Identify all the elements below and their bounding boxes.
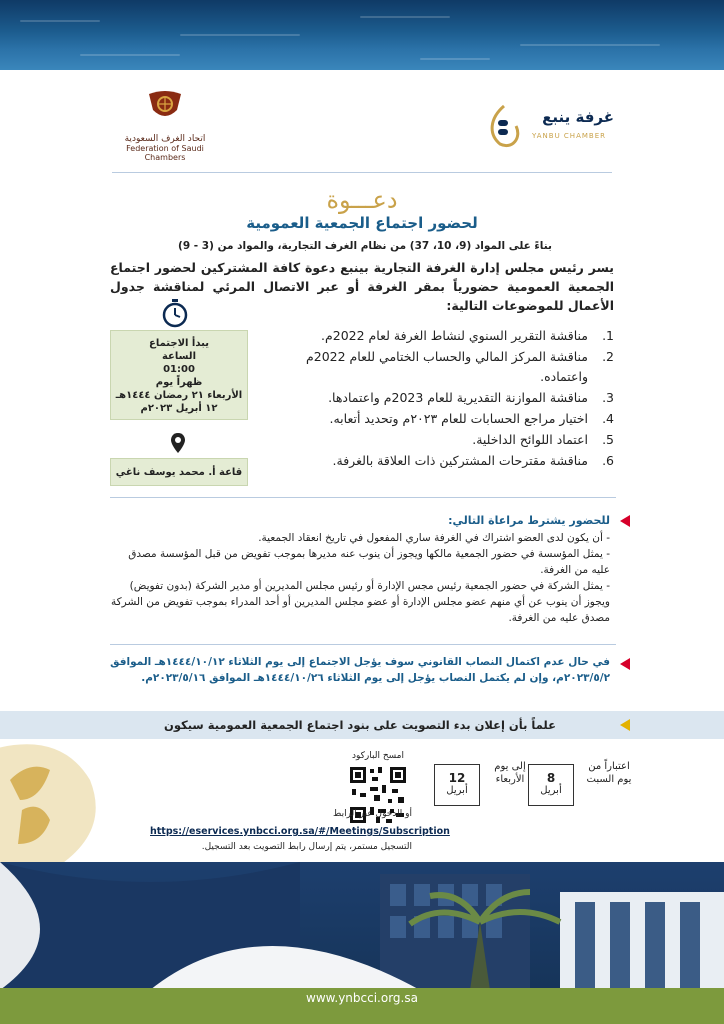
- to-month: أبريل: [446, 785, 468, 796]
- from-label: اعتباراً من يوم السبت: [586, 761, 632, 785]
- to-day: 12: [448, 771, 466, 785]
- legal-basis: بناءً على المواد (9، 10، 37) من نظام الغرف التجارية، والمواد من (3 - 9): [178, 240, 552, 252]
- location-pin-icon: [170, 432, 186, 454]
- agenda-text: اعتماد اللوائح الداخلية.: [472, 432, 588, 447]
- time-line: الساعة: [161, 351, 196, 362]
- agenda-number: 5.: [602, 432, 614, 447]
- from-date-box: [528, 764, 574, 806]
- section-divider: [110, 497, 616, 498]
- scan-label: امسح الباركود: [351, 751, 404, 761]
- agenda-number: 3.: [602, 390, 614, 405]
- invitation-title: دعـــوة: [326, 186, 398, 214]
- agenda-item: [262, 451, 614, 471]
- invitation-intro: يسر رئيس مجلس إدارة الغرفة التجارية بينبع دعوة كافة المشتركين لحضور اجتماع الجمعية العمومية حضورياً بمقر الغرفة أو عبر الاتصال المرئي لمناقشة جدول الأعمال للموضوعات التالية:: [110, 260, 614, 313]
- red-marker-icon: [620, 658, 630, 670]
- condition-item: - أن يكون لدى العضو اشتراك في الغرفة ساري المفعول في تاريخ انعقاد الجمعية.: [258, 532, 610, 544]
- federation-name-en: Federation of Saudi Chambers: [126, 144, 204, 162]
- time-line: 01:00: [163, 364, 195, 375]
- agenda-item: [262, 388, 614, 408]
- gold-decoration-icon: [0, 740, 110, 865]
- from-day: 8: [546, 771, 556, 785]
- time-line: يبدأ الاجتماع: [149, 338, 209, 349]
- condition-item: - يمثل المؤسسة في حضور الجمعية مالكها ويجوز أن ينوب عنه مديرها بموجب تفويض من قبل المؤسسة مصدق عليه من الغرفة.: [128, 548, 610, 576]
- top-divider: [112, 172, 612, 173]
- federation-logo: [110, 88, 220, 162]
- red-marker-icon: [620, 515, 630, 527]
- agenda-text: مناقشة المركز المالي والحساب الختامي للعام 2022م واعتماده.: [306, 349, 588, 384]
- section-divider: [110, 644, 616, 645]
- registration-note: التسجيل مستمر، يتم إرسال رابط التصويت بعد التسجيل.: [201, 842, 412, 852]
- footer-bar: [0, 988, 724, 1024]
- agenda-number: 4.: [602, 411, 614, 426]
- agenda-text: اختيار مراجع الحسابات للعام ٢٠٢٣م وتحديد أتعابه.: [329, 411, 588, 426]
- agenda-item: [262, 430, 614, 450]
- time-line: ١٢ أبريل ٢٠٢٣م: [140, 403, 218, 414]
- federation-name-ar: اتحاد الغرف السعودية: [124, 134, 206, 144]
- agenda-text: مناقشة مقترحات المشتركين ذات العلاقة بالغرفة.: [332, 453, 588, 468]
- yanbu-emblem-icon: [484, 104, 524, 150]
- from-month: أبريل: [540, 785, 562, 796]
- registration-link[interactable]: https://eservices.ynbcci.org.sa/#/Meetings/Subscription: [150, 826, 450, 837]
- website-link[interactable]: www.ynbcci.org.sa: [306, 991, 418, 1005]
- chamber-name-ar: غرفة ينبع: [542, 108, 614, 126]
- invitation-subtitle: لحضور اجتماع الجمعية العمومية: [246, 214, 478, 232]
- chamber-name-en: YANBU CHAMBER: [532, 132, 606, 140]
- to-label: إلى يوم الأربعاء: [494, 761, 526, 785]
- stopwatch-icon: [160, 298, 190, 328]
- to-date-box: [434, 764, 480, 806]
- building-illustration-icon: [0, 862, 724, 990]
- condition-item: - يمثل الشركة في حضور الجمعية رئيس مجس الإدارة أو رئيس مجلس المديرين أو مدير الشركة (بدون تفويض) ويجوز أن ينوب عن أي منهم عضو مجلس الإدارة أو عضو مجلس المديرين أو أحد المدراء بموجب تفويض من الشركة مصدق عليه من الغرفة.: [111, 580, 610, 624]
- federation-emblem-icon: [143, 88, 187, 128]
- agenda-item: [262, 409, 614, 429]
- voting-notice: علماً بأن إعلان بدء التصويت على بنود اجتماع الجمعية العمومية سيكون: [164, 718, 556, 732]
- agenda-text: مناقشة الموازنة التقديرية للعام 2023م واعتمادها.: [328, 390, 588, 405]
- logo-row: [0, 70, 724, 170]
- time-line: الأربعاء ٢١ رمضان ١٤٤٤هـ: [115, 390, 243, 401]
- conditions-title: للحضور يشترط مراعاة التالي:: [448, 514, 610, 527]
- agenda-text: مناقشة التقرير السنوي لنشاط الغرفة لعام 2022م.: [321, 328, 588, 343]
- agenda-number: 6.: [602, 453, 614, 468]
- agenda-number: 2.: [602, 349, 614, 364]
- quorum-notice: في حال عدم اكتمال النصاب القانوني سوف يؤجل الاجتماع إلى يوم الثلاثاء ١٤٤٤/١٠/١٢هـ الموافق ٢٠٢٣/٥/٢م، وإن لم يكتمل النصاب يؤجل إلى يوم الثلاثاء ١٤٤٤/١٠/٢٦هـ الموافق ٢٠٢٣/٥/١٦م.: [110, 656, 610, 684]
- agenda-list: [262, 326, 614, 472]
- agenda-item: [262, 326, 614, 346]
- agenda-number: 1.: [602, 328, 614, 343]
- time-line: ظهراً يوم: [155, 377, 203, 388]
- conditions-list: [110, 530, 610, 626]
- agenda-item: [262, 347, 614, 387]
- building-photo-band: [0, 862, 724, 990]
- yanbu-chamber-logo: [484, 100, 614, 160]
- or-link-label: أو الدخول عبر الرابط: [333, 809, 412, 819]
- gold-marker-icon: [620, 719, 630, 731]
- meeting-hall-box: قاعة أ. محمد يوسف ناغي: [110, 458, 248, 486]
- header-sea-banner: [0, 0, 724, 70]
- meeting-time-box: [110, 330, 248, 420]
